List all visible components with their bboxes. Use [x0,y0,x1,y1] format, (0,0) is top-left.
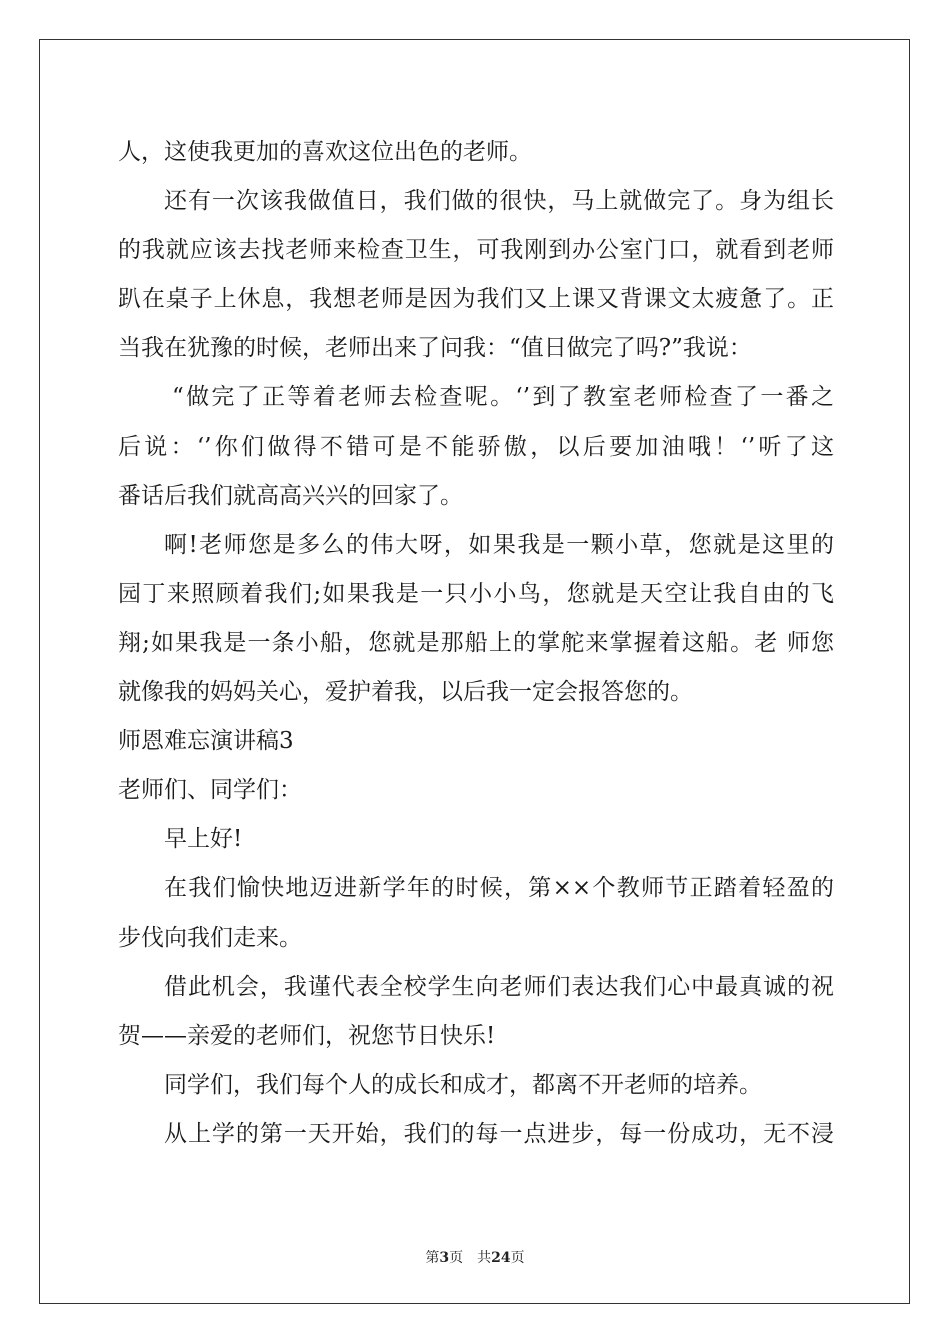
total-pages: 24 [491,1250,511,1266]
page-prefix: 第 [425,1250,440,1266]
salutation: 老师们、同学们： [118,777,302,804]
text-line: 步伐向我们走来。 [118,924,302,951]
text-line: 趴在桌子上休息，我想老师是因为我们又上课又背课文太疲惫了。正 [118,286,834,313]
paragraph-start: 啊!老师您是多么的伟大呀，如果我是一颗小草，您就是这里的 [164,531,834,558]
paragraph-start: 从上学的第一天开始，我们的每一点进步，每一份成功，无不浸 [164,1120,834,1147]
paragraph-start: 还有一次该我做值日，我们做的很快，马上就做完了。身为组长 [164,188,834,215]
text-line: 翔;如果我是一条小船，您就是那船上的掌舵来掌握着这船。老 师您 [118,629,834,656]
text-line: 人，这使我更加的喜欢这位出色的老师。 [118,139,532,165]
text-line: 的我就应该去找老师来检查卫生，可我刚到办公室门口，就看到老师 [118,237,834,264]
document-body [118,128,834,1159]
page-suffix: 页 [449,1250,464,1266]
section-heading: 师恩难忘演讲稿3 [118,728,294,755]
paragraph-start: “做完了正等着老师去检查呢。‘’到了教室老师检查了一番之 [172,384,834,411]
text-line: 就像我的妈妈关心，爱护着我，以后我一定会报答您的。 [118,679,693,706]
text-line: 番话后我们就高高兴兴的回家了。 [118,482,463,509]
text-line: 后说：‘’你们做得不错可是不能骄傲，以后要加油哦！‘’听了这 [118,433,834,460]
text-line: 当我在犹豫的时候，老师出来了问我：“值日做完了吗?”我说： [118,335,752,362]
text-line: 园丁来照顾着我们;如果我是一只小小鸟，您就是天空让我自由的飞 [118,580,834,607]
text-line: 贺——亲爱的老师们，祝您节日快乐! [118,1022,496,1049]
paragraph-start: 借此机会，我谨代表全校学生向老师们表达我们心中最真诚的祝 [164,973,834,1000]
total-prefix: 共 [477,1250,492,1266]
paragraph-start: 同学们，我们每个人的成长和成才，都离不开老师的培养。 [164,1071,762,1098]
paragraph-start: 在我们愉快地迈进新学年的时候，第××个教师节正踏着轻盈的 [164,875,834,902]
total-suffix: 页 [510,1250,525,1266]
page-number: 3 [439,1250,450,1266]
page-footer [0,1247,950,1267]
greeting: 早上好! [164,826,243,853]
